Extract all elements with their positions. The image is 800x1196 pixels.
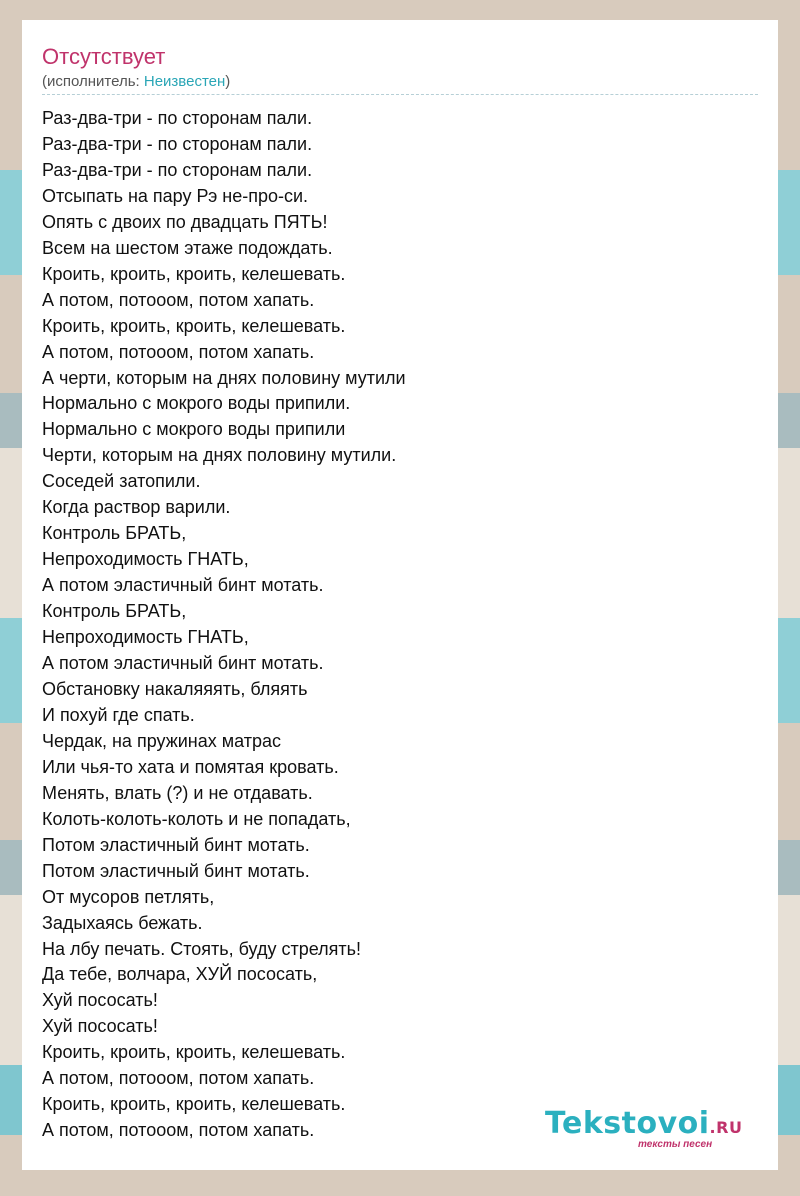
logo-text: Tekstovoi — [545, 1106, 710, 1141]
lyric-line: Задыхаясь бежать. — [42, 912, 203, 933]
lyric-line: А потом, потооом, потом хапать. — [42, 289, 315, 310]
dashed-divider — [42, 94, 758, 95]
lyric-line: Чердак, на пружинах матрас — [42, 730, 282, 751]
artist-suffix: ) — [225, 73, 231, 90]
lyric-line: А потом, потооом, потом хапать. — [42, 1068, 315, 1089]
lyric-line: Раз-два-три - по сторонам пали. — [42, 108, 313, 128]
lyric-line: Нормально с мокрого воды припили. — [42, 393, 351, 414]
lyric-line: Кроить, кроить, кроить, келешевать. — [42, 1042, 346, 1063]
lyric-line: Потом эластичный бинт мотать. — [42, 834, 310, 855]
lyric-line: От мусоров петлять, — [42, 886, 215, 907]
lyric-line: Потом эластичный бинт мотать. — [42, 860, 310, 881]
lyric-line: Нормально с мокрого воды припили — [42, 419, 346, 440]
lyric-line: Контроль БРАТЬ, — [42, 523, 187, 544]
lyric-line: Колоть-колоть-колоть и не попадать, — [42, 808, 351, 829]
lyric-line: Кроить, кроить, кроить, келешевать. — [42, 315, 346, 336]
lyric-line: Когда раствор варили. — [42, 497, 231, 518]
lyric-line: Раз-два-три - по сторонам пали. — [42, 133, 313, 154]
lyric-line: И похуй где спать. — [42, 704, 195, 725]
lyric-line: Хуй пососать! — [42, 990, 158, 1011]
lyric-line: Кроить, кроить, кроить, келешевать. — [42, 1094, 346, 1115]
lyric-line: Раз-два-три - по сторонам пали. — [42, 159, 313, 180]
artist-prefix: (исполнитель: — [42, 73, 144, 90]
lyric-line: Всем на шестом этаже подождать. — [42, 237, 333, 258]
lyric-line: Хуй пососать! — [42, 1016, 158, 1037]
lyrics-card — [22, 20, 778, 1170]
lyric-line: На лбу печать. Стоять, буду стрелять! — [42, 938, 361, 959]
lyric-line: Непроходимость ГНАТЬ, — [42, 627, 249, 648]
lyric-line: Да тебе, волчара, ХУЙ пососать, — [42, 964, 318, 985]
lyric-line: Кроить, кроить, кроить, келешевать. — [42, 263, 346, 284]
lyric-line: А черти, которым на днях половину мутили — [42, 367, 406, 388]
lyric-line: Или чья-то хата и помятая кровать. — [42, 756, 339, 777]
lyric-line: А потом эластичный бинт мотать. — [42, 653, 324, 674]
song-title: Отсутствует — [42, 44, 166, 69]
lyric-line: А потом эластичный бинт мотать. — [42, 575, 324, 596]
artist-line — [42, 73, 230, 91]
lyric-line: Контроль БРАТЬ, — [42, 601, 187, 622]
lyric-line: Менять, влать (?) и не отдавать. — [42, 782, 313, 803]
lyric-line: Соседей затопили. — [42, 471, 201, 492]
lyric-line: Опять с двоих по двадцать ПЯТЬ! — [42, 211, 328, 232]
lyric-line: Черти, которым на днях половину мутили. — [42, 445, 397, 466]
logo-tld: .RU — [709, 1118, 743, 1137]
lyric-line: А потом, потооом, потом хапать. — [42, 1120, 315, 1141]
lyric-line: А потом, потооом, потом хапать. — [42, 341, 315, 362]
logo-tagline: тексты песен — [638, 1139, 713, 1150]
lyric-line: Непроходимость ГНАТЬ, — [42, 549, 249, 570]
lyrics-text — [42, 106, 406, 1144]
lyric-line: Обстановку накаляяять, бляять — [42, 678, 308, 699]
artist-link[interactable]: Неизвестен — [143, 73, 226, 90]
lyric-line: Отсыпать на пару Рэ не-про-си. — [42, 185, 309, 206]
